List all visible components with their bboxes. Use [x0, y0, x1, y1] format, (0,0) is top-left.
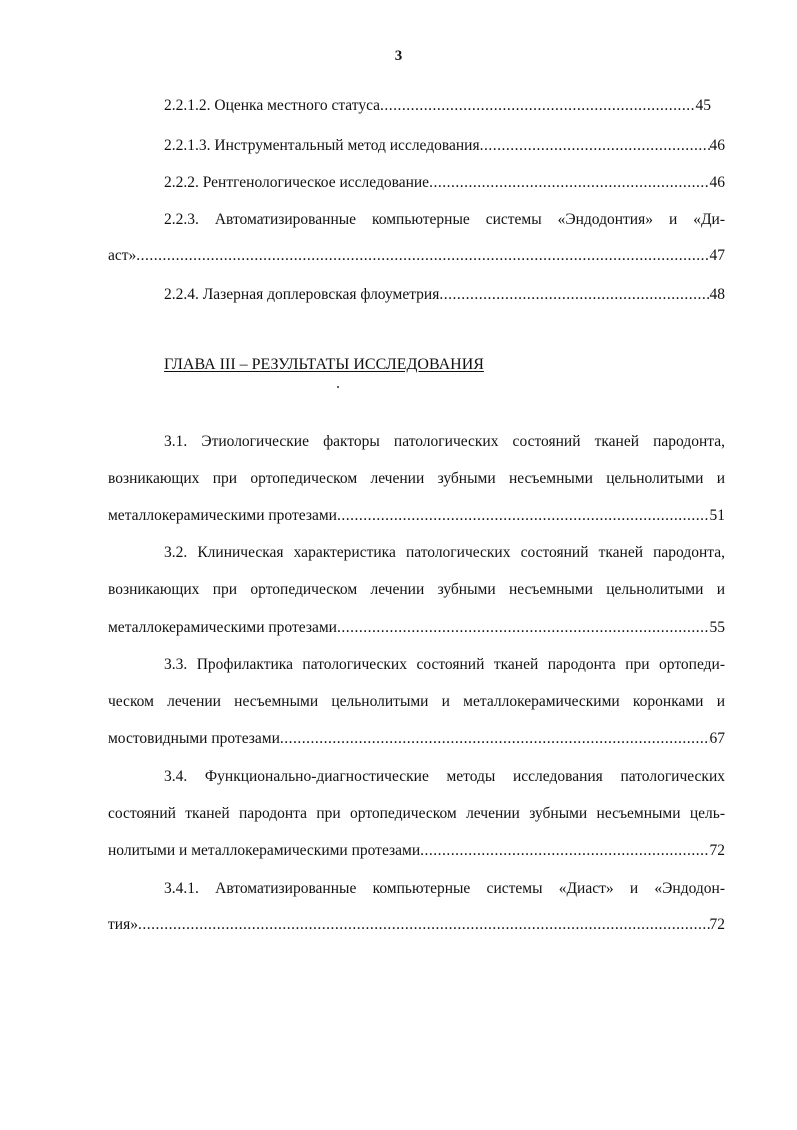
toc-entry-2-2-3-line2 — [108, 246, 725, 266]
toc-leader-dots — [429, 173, 709, 193]
section-3-4-1-line1: 3.4.1. Автоматизированные компьютерные системы «Диаст» и «Эндодон- — [164, 880, 725, 897]
toc-entry-title: 2.2.4. Лазерная доплеровская флоуметрия — [164, 286, 440, 303]
toc-entry-2-2-1-2 — [164, 96, 711, 116]
toc-leader-dots — [136, 246, 709, 266]
section-3-3-line1: 3.3. Профилактика патологических состояний тканей пародонта при ортопеди- — [164, 656, 725, 673]
toc-entry-title: 2.2.2. Рентгенологическое исследование — [164, 174, 430, 191]
toc-entry-page: 67 — [709, 730, 725, 747]
toc-entry-title: металлокерамическими протезами — [108, 507, 337, 524]
toc-entry-title: металлокерамическими протезами — [108, 619, 337, 636]
toc-leader-dots — [480, 136, 710, 156]
toc-entry-page: 72 — [709, 842, 725, 859]
toc-leader-dots — [280, 729, 710, 749]
toc-leader-dots — [439, 285, 709, 305]
section-3-4-line2: состояний тканей пародонта при ортопедическом лечении зубными несъемными цель- — [108, 805, 725, 822]
toc-leader-dots — [420, 841, 709, 861]
section-3-1-line1: 3.1. Этиологические факторы патологических состояний тканей пародонта, — [164, 433, 725, 450]
section-3-2-line2: возникающих при ортопедическом лечении зубными несъемными цельнолитыми и — [108, 581, 725, 598]
toc-entry-page: 46 — [709, 174, 725, 191]
toc-leader-dots — [337, 506, 710, 526]
toc-entry-title: 2.2.1.2. Оценка местного статуса — [164, 97, 381, 114]
section-3-3-line3 — [108, 729, 725, 749]
toc-entry-title: 2.2.1.3. Инструментальный метод исследования — [164, 137, 480, 154]
section-3-1-line3 — [108, 506, 725, 526]
section-3-4-line1: 3.4. Функционально-диагностические методы исследования патологических — [164, 768, 725, 785]
section-3-1-line2: возникающих при ортопедическом лечении зубными несъемными цельнолитыми и — [108, 470, 725, 487]
toc-leader-dots — [138, 915, 710, 935]
toc-entry-page: 55 — [709, 619, 725, 636]
toc-entry-page: 72 — [709, 916, 725, 933]
section-3-3-line2: ческом лечении несъемными цельнолитыми и металлокерамическими коронками и — [108, 693, 725, 710]
page-number: 3 — [394, 48, 403, 64]
section-3-4-line3 — [108, 841, 725, 861]
scan-speck — [337, 386, 339, 388]
toc-entry-2-2-2 — [164, 173, 725, 193]
section-3-2-line3 — [108, 618, 725, 638]
chapter-title: ГЛАВА III – РЕЗУЛЬТАТЫ ИССЛЕДОВАНИЯ — [164, 356, 484, 373]
section-3-4-1-line2 — [108, 915, 725, 935]
toc-entry-2-2-4 — [164, 285, 725, 305]
toc-entry-page: 51 — [709, 507, 725, 524]
section-3-2-line1: 3.2. Клиническая характеристика патологических состояний тканей пародонта, — [164, 544, 725, 561]
toc-entry-page: 45 — [695, 97, 711, 114]
toc-entry-title: аст» — [108, 247, 137, 264]
toc-entry-title: тия» — [108, 916, 138, 933]
toc-entry-page: 46 — [709, 137, 725, 154]
toc-leader-dots — [337, 618, 710, 638]
toc-entry-page: 47 — [709, 247, 725, 264]
toc-entry-title: мостовидными протезами — [108, 730, 280, 747]
toc-entry-2-2-3-line1: 2.2.3. Автоматизированные компьютерные системы «Эндодонтия» и «Ди- — [164, 211, 725, 228]
toc-leader-dots — [380, 96, 695, 116]
toc-entry-page: 48 — [709, 286, 725, 303]
toc-entry-title: нолитыми и металлокерамическими протезами — [108, 842, 421, 859]
toc-entry-2-2-1-3 — [164, 136, 725, 156]
